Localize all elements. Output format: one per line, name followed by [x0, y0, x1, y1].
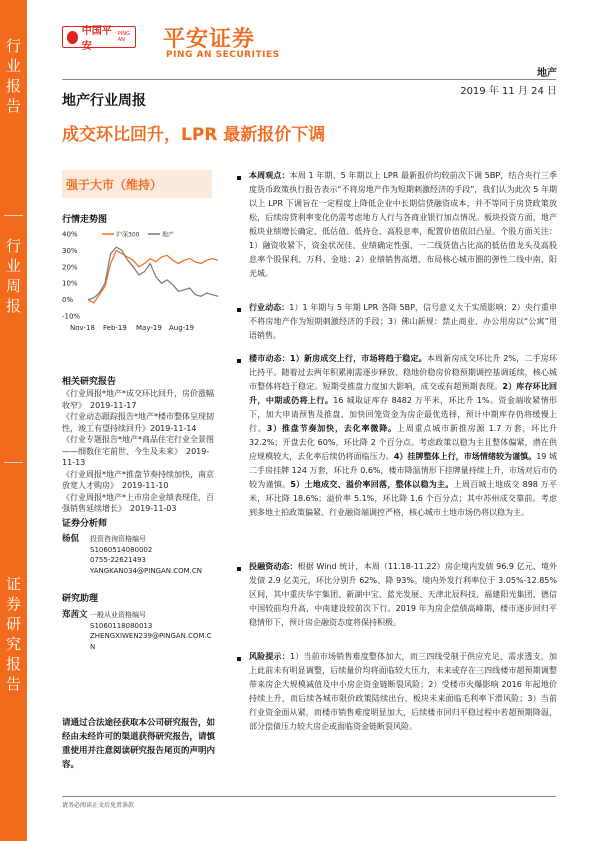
para-label: 楼市动态： — [249, 354, 290, 363]
para-text: 上周百城土地成交 898 万平米，环比降 18.6%；溢价率 5.1%，环比降 1.6 个百分点；其中苏州成交靠前。考虑到多地土拍政策偏紧、行业融资端调控严格，核心城市土地市场仍将以稳为主。 — [249, 480, 557, 517]
para-text: 16 城取证库存 8482 万平米，环比升 1%。资金端收紧情形下，加大申请预售及推盘、加快回笼资金为房企最优选择，预计中期库存仍将缓慢上行。 — [249, 396, 557, 433]
bullet-icon — [237, 308, 241, 312]
legend-label: 沪深300 — [116, 231, 140, 239]
para-text: 本周 1 年期、5 年期以上 LPR 最新报价均较前次下调 5BP，结合央行三季度货币政策执行报告表示“不将房地产作为短期刺激经济的手段”，我们认为此次 5 年期以上 LPR 下调旨在一定程度上降低企业中长期信贷融资成本，并不等同于房贷政策放松，后续房贷利率变化仍需考虑地方人行与各商业银行加点情况。板块投资方面，地产板块业绩增长确定、低估值、低持仓、高股息率，配置价值依旧凸显。个股方面关注：1）融资收紧下，资金状况佳、业绩确定性强、一二线货值占比高的低估值龙头及高股息率个股保利、万科、金地；2）业绩销售高增、布局核心城市圈的弹性二线中南、阳光城。 — [249, 171, 558, 278]
footer-note: 请务必阅读正文后免责条款 — [62, 802, 135, 809]
pingan-group-logo — [62, 26, 136, 52]
y-tick-label: -10% — [62, 312, 81, 321]
para-heading: 2）库存环比回升，中期或仍将上行。 — [249, 382, 557, 405]
x-tick-label: Nov-18 — [70, 324, 95, 332]
analyst-phone: 0755-22621493 — [90, 556, 146, 564]
para-text: 上周重点城市新推房源 1.7 万套，环比升 32.2%；开盘去化 60%，环比降 2 个百分点。考虑政策以稳为主且整体偏紧，潜在供应规模较大，去化率后续仍将面临压力。 — [249, 424, 557, 461]
para-heading: 4）挂牌整体上行，市场情绪较为谨慎。 — [393, 452, 537, 461]
logo-subtext: PING AN — [117, 31, 130, 43]
para-text: 1）1 年期与 5 年期 LPR 各降 5BP，信号意义大于实质影响；2）央行重申不将房地产作为短期刺激经济的手段；3）佛山新规：禁止商业、办公用房以“公寓”用语销售。 — [249, 303, 558, 340]
disclaimer-note: 请通过合法途径获取本公司研究报告，如经由未经许可的渠道获得研究报告，请慎重使用并注意阅读研究报告尾页的声明内容。 — [62, 718, 216, 770]
header-divider — [62, 79, 556, 80]
side-divider — [4, 215, 23, 216]
market-news-paragraph — [249, 352, 557, 520]
legend-label: 地产 — [162, 231, 175, 239]
sector-label: 地产 — [537, 68, 557, 79]
side-label-industry-report: 行 业 报 告 — [5, 37, 21, 115]
x-tick-label: Aug-19 — [169, 324, 195, 332]
y-tick-label: 0% — [62, 296, 74, 305]
related-report-item[interactable]: 《行业周报*地产*推盘节奏持续加快，南京放宽人才购房》 2019-11-10 — [62, 469, 214, 490]
side-band — [0, 0, 27, 841]
para-label: 风险提示： — [249, 652, 290, 661]
report-headline: 成交环比回升，LPR 最新报价下调 — [62, 125, 326, 145]
brand-name: 平安证券 — [163, 27, 256, 52]
assistant-email-cont: N — [90, 642, 96, 651]
y-tick-label: 10% — [62, 279, 78, 288]
related-report-item[interactable]: 《行业周报*地产*成交环比回升，房价涨幅收窄》 2019-11-17 — [62, 389, 214, 410]
report-date: 2019 年 11 月 24 日 — [460, 86, 557, 97]
footer-divider — [62, 796, 556, 797]
logo-mark-icon — [67, 31, 78, 44]
assistant-email[interactable]: ZHENGXIWEN239@PINGAN.COM.C — [90, 632, 212, 640]
related-reports-label: 相关研究报告 — [62, 377, 117, 387]
y-tick-label: 40% — [62, 230, 78, 239]
para-text: 19 城二手房挂牌 124 万套，环比升 0.6%，楼市降温情形下挂牌量持续上升，市场对后市仍较为谨慎。 — [249, 452, 557, 489]
industry-news-paragraph — [249, 301, 557, 343]
para-heading: 3）推盘节奏加快，去化率微降。 — [266, 424, 397, 433]
assistant-card — [62, 610, 232, 662]
assistant-cert-number: S1060118080013 — [90, 621, 153, 630]
bullet-icon — [237, 567, 241, 571]
logo-text: 中国平安 — [81, 26, 112, 52]
para-text: 1）当前市场销售难度整体加大，而三四线受制于供应充足、需求透支，加上此前未有明显调整，后续量价均将面临较大压力，未来或存在三四线楼市超预期调整带来房企大规模减值及中小房企资金链断裂风险；2）受楼市火爆影响 2016 年起地价持续上升，而后续各城市限价政策陆续出台，板块未来面临毛利率下滑风险；3）当前行业资金面从紧，而楼市销售难度明显加大，后续楼市回归平稳过程中若超预期降温，部分偿债压力较大房企或面临资金链断裂风险。 — [249, 652, 557, 731]
analyst-email[interactable]: YANGKAN034@PINGAN.COM.CN — [90, 566, 203, 575]
y-tick-label: 20% — [62, 263, 78, 272]
para-label: 投融资动态： — [249, 562, 298, 571]
rating-text: 强于大市（维持） — [66, 178, 163, 192]
financing-news-paragraph — [249, 560, 557, 630]
para-label: 本周观点： — [249, 171, 290, 180]
related-report-item[interactable]: 《行业周报*地产*上市房企业绩表现佳，百强销售延续增长》 2019-11-03 — [62, 492, 214, 513]
side-label-securities-research: 证 券 研 究 报 告 — [5, 575, 21, 693]
related-reports-list — [62, 388, 218, 515]
side-label-weekly-report: 行 业 周 报 — [5, 237, 21, 315]
x-tick-label: Feb-19 — [103, 324, 127, 332]
y-tick-label: 30% — [62, 246, 78, 255]
weekly-view-paragraph — [249, 169, 557, 281]
para-text: 本周新房成交环比升 2%，二手房环比持平。随着过去两年积累刚需逐步释放、稳地价稳房价稳预期调控基调延续，核心城市整体将趋于稳定。短期受推盘力度加大影响，成交或有超预期表现。 — [249, 354, 558, 391]
brand-name-en: PING AN SECURITIES — [166, 50, 280, 60]
analyst-cert-label: 投资咨询资格编号 — [90, 535, 146, 543]
analyst-name: 杨侃 — [62, 534, 80, 544]
analysts-label: 证券分析师 — [62, 519, 108, 529]
bullet-icon — [237, 359, 241, 363]
related-report-item[interactable]: 《行业动态跟踪报告*地产*楼市整体呈现韧性，竣工有望持续回升》2019-11-14 — [62, 412, 214, 433]
analyst-card — [62, 534, 232, 586]
chart-title: 行情走势图 — [62, 215, 108, 225]
series-line — [88, 247, 218, 300]
bullet-icon — [237, 657, 241, 661]
report-type: 地产行业周报 — [62, 93, 146, 109]
related-report-item[interactable]: 《行业专题报告*地产*商品住宅行业全景图——细数住宅前世、今生及未来》 2019-11-13 — [62, 435, 214, 467]
analyst-cert-number: S1060514080002 — [90, 545, 153, 554]
para-text: 根据 Wind 统计，本周（11.18-11.22）房企境内发债 96.9 亿元、境外发债 2.9 亿美元，环比分别升 62%、降 93%。境内外发行利率位于 3.05%-12.85%区间，其中重庆华宇集团、新湖中宝、蓝光发展、天津北辰科技、福建阳光集团、德信中国较前均升高，中南建设较前次下行。2019 年为房企偿债高峰期，楼市逐步回归平稳情形下，预计房企融资态度将保持积极。 — [249, 562, 558, 627]
assistant-label: 研究助理 — [62, 594, 99, 604]
bullet-icon — [237, 176, 241, 180]
para-label: 行业动态： — [249, 303, 290, 312]
assistant-cert-label: 一般从业资格编号 — [90, 611, 146, 619]
risk-warning-paragraph — [249, 650, 557, 734]
side-divider — [4, 462, 23, 463]
para-heading: 1）新房成交上行，市场将趋于稳定。 — [289, 354, 427, 363]
para-heading: 5）土地成交、溢价率回落，整体以稳为主。 — [290, 480, 454, 489]
x-tick-label: May-19 — [136, 324, 162, 332]
assistant-name: 郑茜文 — [62, 610, 88, 620]
price-trend-chart — [62, 228, 222, 338]
